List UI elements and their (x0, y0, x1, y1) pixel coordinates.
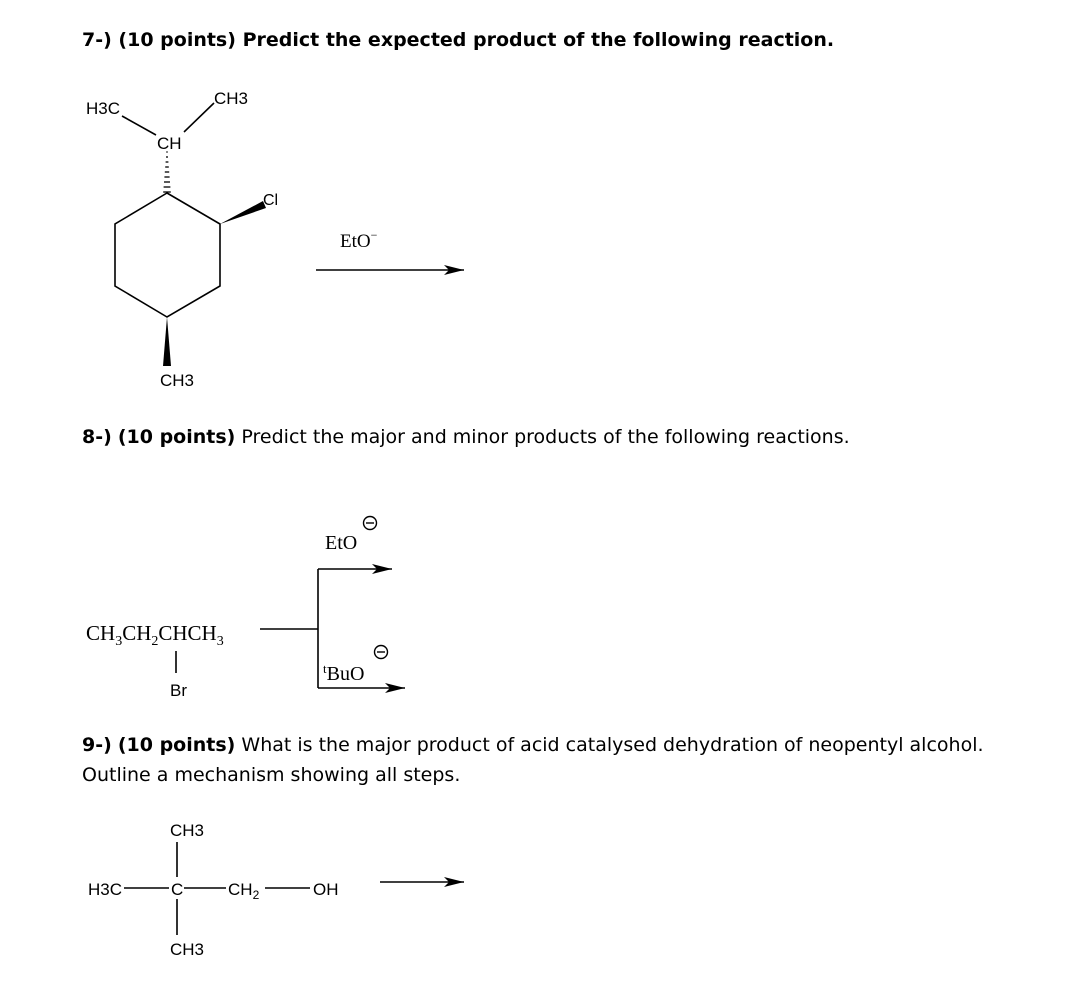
label-br: Br (170, 681, 187, 700)
question-9-heading (82, 730, 984, 790)
label-h3c: H3C (86, 99, 121, 118)
question-text: Predict the expected product of the following reaction. (242, 29, 835, 51)
bond-ch-ch3 (184, 103, 214, 132)
question-8-heading (82, 422, 850, 452)
question-points: (10 points) (117, 734, 236, 756)
bond-h3c-ch (122, 116, 156, 135)
solid-wedge-bond-ch3 (163, 317, 171, 366)
label-cl: Cl (263, 192, 279, 209)
question-points: (10 points) (117, 426, 236, 448)
label-ch3-bottom: CH3 (170, 940, 205, 959)
question-number: 7-) (82, 29, 112, 51)
question-text-line1: What is the major product of acid catalysed dehydration of neopentyl alcohol. (241, 734, 984, 756)
reagent-ethoxide: EtO (325, 532, 358, 554)
solid-wedge-bond-cl (220, 201, 266, 224)
question-text-line2: Outline a mechanism showing all steps. (82, 764, 461, 786)
label-ch3-top: CH3 (214, 89, 249, 108)
question-points: (10 points) (118, 29, 236, 51)
reagent-tert-butoxide: $^t$BuO (323, 661, 365, 685)
substrate-formula: $CH_3CH_2CHCH_3$ (86, 621, 224, 649)
label-h3c: H3C (88, 880, 123, 899)
negative-charge-icon (364, 517, 377, 530)
reagent-eto: EtO− (340, 228, 378, 252)
cyclohexane-ring (115, 193, 220, 317)
label-ch2: $CH_2$ (228, 880, 260, 902)
negative-charge-icon (375, 646, 388, 659)
label-ch: CH (157, 134, 182, 153)
question-text: Predict the major and minor products of the following reactions. (241, 426, 850, 448)
label-c: C (171, 880, 184, 899)
label-ch3-top: CH3 (170, 821, 205, 840)
label-ch3-bottom: CH3 (160, 371, 195, 390)
hashed-wedge-bond (163, 152, 171, 192)
question-number: 9-) (82, 734, 112, 756)
question-number: 8-) (82, 426, 112, 448)
label-oh: OH (313, 880, 339, 899)
